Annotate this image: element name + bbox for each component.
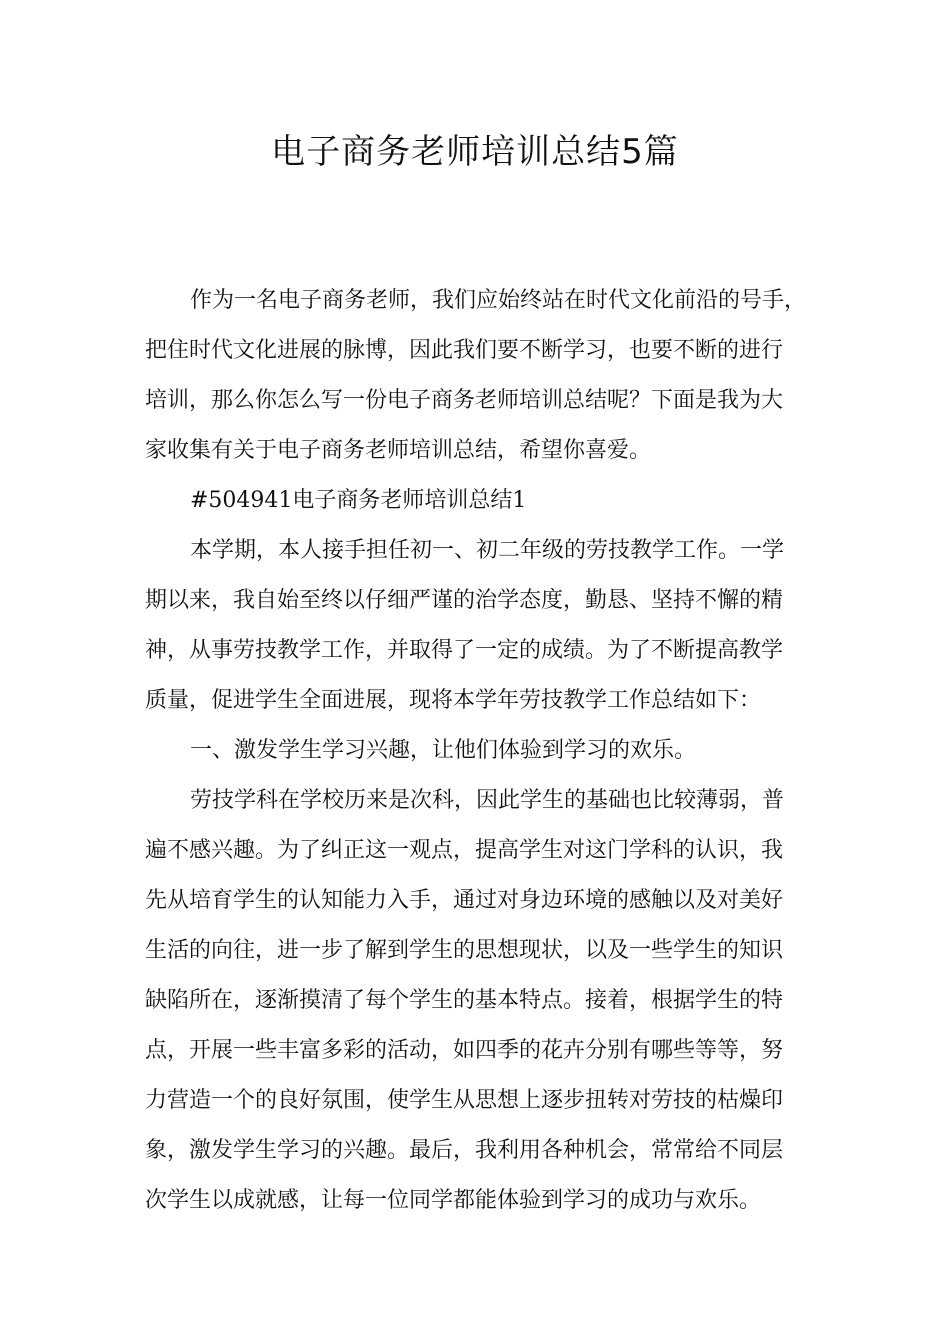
paragraph-line: 本学期，本人接手担任初一、初二年级的劳技教学工作。一学 — [190, 538, 785, 563]
paragraph-line: 家收集有关于电子商务老师培训总结，希望你喜爱。 — [145, 438, 652, 463]
paragraph-line: 力营造一个的良好氛围，使学生从思想上逐步扭转对劳技的枯燥印 — [145, 1088, 784, 1113]
paragraph-line: 先从培育学生的认知能力入手，通过对身边环境的感触以及对美好 — [145, 888, 784, 913]
paragraph-line: 劳技学科在学校历来是次科，因此学生的基础也比较薄弱，普 — [190, 788, 785, 813]
paragraph-line: 神，从事劳技教学工作，并取得了一定的成绩。为了不断提高教学 — [145, 638, 784, 663]
paragraph-line: 象，激发学生学习的兴趣。最后，我利用各种机会，常常给不同层 — [145, 1138, 784, 1163]
paragraph-line: 次学生以成就感，让每一位同学都能体验到学习的成功与欢乐。 — [145, 1188, 762, 1213]
paragraph-line: 生活的向往，进一步了解到学生的思想现状，以及一些学生的知识 — [145, 938, 784, 963]
paragraph-line: 缺陷所在，逐渐摸清了每个学生的基本特点。接着，根据学生的特 — [145, 988, 784, 1013]
paragraph-line: 把住时代文化进展的脉博，因此我们要不断学习，也要不断的进行 — [145, 338, 784, 363]
paragraph-line: 遍不感兴趣。为了纠正这一观点，提高学生对这门学科的认识，我 — [145, 838, 784, 863]
subheading-line: 一、激发学生学习兴趣，让他们体验到学习的欢乐。 — [190, 738, 697, 763]
paragraph-line: 培训，那么你怎么写一份电子商务老师培训总结呢？下面是我为大 — [145, 388, 784, 413]
paragraph-line: 作为一名电子商务老师，我们应始终站在时代文化前沿的号手， — [190, 288, 807, 313]
section-heading: #504941电子商务老师培训总结1 — [190, 488, 527, 513]
document-title: 电子商务老师培训总结5篇 — [271, 132, 679, 172]
paragraph-line: 质量，促进学生全面进展，现将本学年劳技教学工作总结如下： — [145, 688, 762, 713]
paragraph-line: 期以来，我自始至终以仔细严谨的治学态度，勤恳、坚持不懈的精 — [145, 588, 784, 613]
paragraph-line: 点，开展一些丰富多彩的活动，如四季的花卉分别有哪些等等，努 — [145, 1038, 784, 1063]
